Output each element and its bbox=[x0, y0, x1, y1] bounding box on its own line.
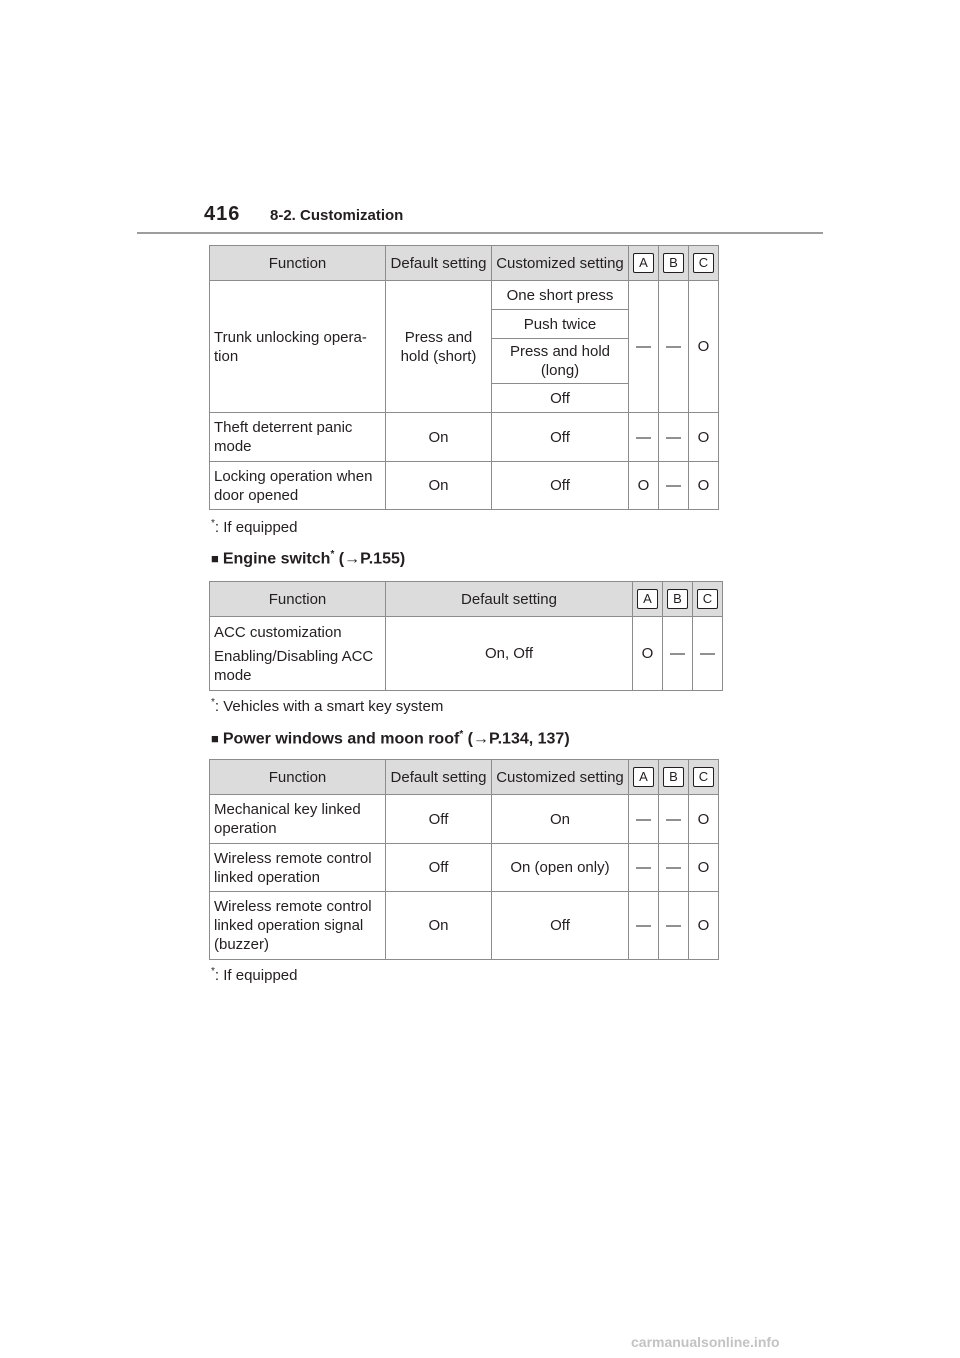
page-reference: (→P.134, 137) bbox=[463, 730, 570, 748]
page-header bbox=[204, 203, 403, 226]
option-cell: Press and hold (long) bbox=[492, 339, 629, 384]
custom-cell: Off bbox=[492, 892, 629, 960]
table-row bbox=[210, 795, 719, 844]
b-cell: — bbox=[659, 892, 689, 960]
column-header-function: Function bbox=[210, 760, 386, 795]
power-windows-table bbox=[209, 759, 719, 960]
a-cell: — bbox=[629, 413, 659, 462]
default-cell: Press and hold (short) bbox=[386, 281, 492, 413]
c-cell: O bbox=[689, 462, 719, 510]
default-cell: On bbox=[386, 462, 492, 510]
b-cell: — bbox=[659, 795, 689, 844]
default-cell: Off bbox=[386, 795, 492, 844]
badge-a: A bbox=[637, 589, 658, 609]
c-cell: O bbox=[689, 281, 719, 413]
default-cell: Off bbox=[386, 844, 492, 892]
footnote-text: : If equipped bbox=[214, 519, 298, 536]
b-cell: — bbox=[663, 617, 693, 691]
column-header-c bbox=[689, 760, 719, 795]
section-heading-mark: * bbox=[459, 729, 464, 740]
square-bullet-icon: ■ bbox=[211, 551, 219, 567]
b-cell: — bbox=[659, 413, 689, 462]
badge-b: B bbox=[663, 253, 684, 273]
column-header-b bbox=[659, 760, 689, 795]
badge-b: B bbox=[663, 767, 684, 787]
column-header-a bbox=[629, 760, 659, 795]
column-header-a bbox=[633, 582, 663, 617]
badge-a: A bbox=[633, 253, 654, 273]
badge-c: C bbox=[697, 589, 718, 609]
column-header-function: Function bbox=[210, 246, 386, 281]
section-heading-engine-switch bbox=[211, 549, 405, 568]
footnote-mark: * bbox=[211, 697, 215, 708]
custom-cell: Off bbox=[492, 462, 629, 510]
footnote-text: : Vehicles with a smart key system bbox=[214, 698, 444, 715]
footnote bbox=[211, 697, 443, 715]
function-cell: Wireless remote control linked operation bbox=[210, 844, 386, 892]
b-cell: — bbox=[659, 844, 689, 892]
header-rule bbox=[137, 232, 823, 234]
table-row bbox=[210, 413, 719, 462]
section-heading-title: Power windows and moon roof bbox=[222, 730, 460, 748]
function-line: ACC customization bbox=[214, 623, 342, 641]
c-cell: O bbox=[689, 413, 719, 462]
badge-b: B bbox=[667, 589, 688, 609]
function-cell: Locking operation when door opened bbox=[210, 462, 386, 510]
table-row bbox=[210, 617, 723, 691]
column-header-b bbox=[659, 246, 689, 281]
column-header-c bbox=[689, 246, 719, 281]
footnote-mark: * bbox=[211, 518, 215, 529]
square-bullet-icon: ■ bbox=[211, 731, 219, 747]
column-header-customized: Customized setting bbox=[492, 246, 629, 281]
table-row bbox=[210, 844, 719, 892]
c-cell: — bbox=[693, 617, 723, 691]
section-title: 8-2. Customization bbox=[270, 207, 404, 224]
b-cell: — bbox=[659, 281, 689, 413]
table-row bbox=[210, 462, 719, 510]
function-cell: Theft deterrent panic mode bbox=[210, 413, 386, 462]
column-header-customized: Customized setting bbox=[492, 760, 629, 795]
table-row bbox=[210, 281, 719, 310]
c-cell: O bbox=[689, 844, 719, 892]
badge-a: A bbox=[633, 767, 654, 787]
a-cell: — bbox=[629, 795, 659, 844]
c-cell: O bbox=[689, 892, 719, 960]
engine-switch-table bbox=[209, 581, 723, 691]
footnote-text: : If equipped bbox=[214, 967, 298, 984]
table-header-row bbox=[210, 582, 723, 617]
section-heading-mark: * bbox=[330, 549, 335, 560]
a-cell: O bbox=[629, 462, 659, 510]
column-header-a bbox=[629, 246, 659, 281]
c-cell: O bbox=[689, 795, 719, 844]
column-header-c bbox=[693, 582, 723, 617]
option-cell: Off bbox=[492, 384, 629, 413]
a-cell: — bbox=[629, 844, 659, 892]
default-cell: On bbox=[386, 892, 492, 960]
custom-cell: Off bbox=[492, 413, 629, 462]
column-header-default: Default setting bbox=[386, 760, 492, 795]
function-cell: Wireless remote control linked operation signal (buzzer) bbox=[210, 892, 386, 960]
section-heading-power-windows bbox=[211, 729, 570, 748]
function-cell: Trunk unlocking opera-tion bbox=[210, 281, 386, 413]
footnote bbox=[211, 966, 297, 984]
custom-cell: On bbox=[492, 795, 629, 844]
column-header-default: Default setting bbox=[386, 246, 492, 281]
b-cell: — bbox=[659, 462, 689, 510]
column-header-function: Function bbox=[210, 582, 386, 617]
table-header-row bbox=[210, 760, 719, 795]
page-number: 416 bbox=[204, 203, 241, 225]
table-header-row bbox=[210, 246, 719, 281]
table-row bbox=[210, 892, 719, 960]
trunk-settings-table bbox=[209, 245, 719, 510]
a-cell: — bbox=[629, 892, 659, 960]
column-header-b bbox=[663, 582, 693, 617]
default-cell: On, Off bbox=[386, 617, 633, 691]
watermark: carmanualsonline.info bbox=[631, 1334, 780, 1350]
section-heading-title: Engine switch bbox=[222, 550, 331, 568]
badge-c: C bbox=[693, 767, 714, 787]
function-cell: Mechanical key linked operation bbox=[210, 795, 386, 844]
badge-c: C bbox=[693, 253, 714, 273]
custom-cell: On (open only) bbox=[492, 844, 629, 892]
function-line: Enabling/Disabling ACC mode bbox=[214, 647, 374, 684]
footnote bbox=[211, 518, 297, 536]
a-cell: O bbox=[633, 617, 663, 691]
default-cell: On bbox=[386, 413, 492, 462]
column-header-default: Default setting bbox=[386, 582, 633, 617]
function-cell bbox=[210, 617, 386, 691]
page-reference: (→P.155) bbox=[334, 550, 406, 568]
a-cell: — bbox=[629, 281, 659, 413]
option-cell: One short press bbox=[492, 281, 629, 310]
option-cell: Push twice bbox=[492, 310, 629, 339]
footnote-mark: * bbox=[211, 966, 215, 977]
